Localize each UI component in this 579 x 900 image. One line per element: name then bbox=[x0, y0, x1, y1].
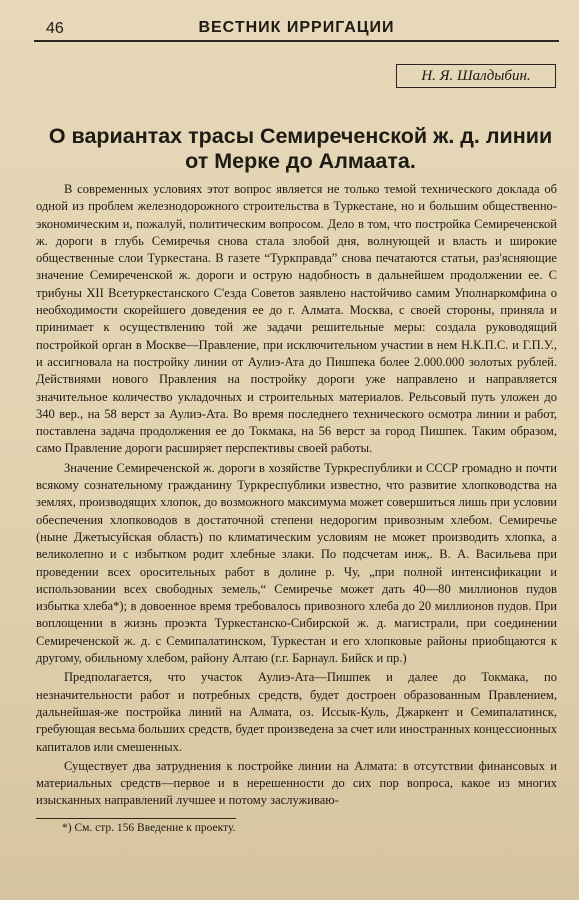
journal-title: ВЕСТНИК ИРРИГАЦИИ bbox=[198, 19, 395, 36]
page-number: 46 bbox=[46, 20, 64, 37]
paragraph: Значение Семиреченской ж. дороги в хозяйстве Туркреспублики и СССР громадно и почти всякому сознательному гражданину Туркреспублики известно, что развитие хлопководства на землях, производящих хлопок, до возможного максимума может совершиться лишь при условии обеспечения хлопководов в достаточной степени недорогим привозным хлебом. Семиречье (ныне Джетысуйская область) по климатическим условиям не может производить хлопка, а великолепно и с избытком родит хлебные злаки. По подсчетам инж,. В. А. Васильева при проведении всех оросительных работ в долине р. Чу, „при полной интенсификации и использовании всех свободных земель,“ Семиречье может дать 40—80 миллионов пудов избытка хлеба*); в довоенное время требовалось привозного хлеба до 20 миллионов пудов. При воплощении в жизнь проэкта Туркестанско-Сибирской ж. д. магистрали, при соединении Семиреченской ж. д. с Семипалатинском, Туркестан и его хлопковые районы приобщаются к другому, обильному хлебом, району Алтаю (г.г. Барнаул. Бийск и пр.) bbox=[36, 460, 557, 666]
footnote: *) См. стр. 156 Введение к проекту. bbox=[62, 822, 236, 834]
paragraph: Существует два затруднения к постройке линии на Алмата: в отсутствии финансовых и материальных средств—первое и в нерешенности до сих пор вопроса, какое из многих изысканных направлений лучшее и потому заслуживаю- bbox=[36, 758, 557, 808]
article-title bbox=[40, 124, 561, 174]
paragraph: В современных условиях этот вопрос является не только темой технического доклада об одной из проблем железнодорожного строительства в Туркестане, но и большим общественно-экономическим и, пожалуй, политическим вопросом. Дело в том, что постройка Семиреченской ж. дороги в глубь Семиречья снова стала злобой дня, волнующей и власть и широкие общественные слои Туркестана. В газете “Туркправда” снова печатаются статьи, раз'ясняющие значение Семиреченской ж. дороги и острую надобность в дальнейшем продолжении ее. С трибуны XII Всетуркестанского С'езда Советов заявлено настойчиво самим Уполнаркомфина о необходимости скорейшего доведения ее до г. Алмата. Москва, с своей стороны, приняла и принимает к осуществлению той же задачи решительные меры: создала руководящий постройкой орган в Москве—Правление, при исключительном участии в нем Н.К.П.С. и Г.П.У., и ассигновала на постройку линии от Аулиэ-Ата до Пишпека более 2.000.000 золотых рублей. Действиями нового Правления на постройку дороги уже направлено и направляется значительное количество укладочных и строительных материалов. Рельсовый путь уложен до 340 вер., на 58 верст за Аулиэ-Ата. Во время последнего технического осмотра линии и работ, поставлена задача продолжения ее до Токмака, на 56 верст за город Пишпек. Таким образом, само Правление дороги расширяет перспективы своей работы. bbox=[36, 182, 557, 456]
article-title-line-2: от Мерке до Алмаата. bbox=[185, 149, 416, 173]
article-title-line-1: О вариантах трасы Семиреченской ж. д. линии bbox=[48, 124, 553, 148]
paragraph: Предполагается, что участок Аулиэ-Ата—Пишпек и далее до Токмака, по незначительности работ и потребных средств, будет достроен образованным Правлением, дальнейшая-же постройка линий на Алмата, оз. Иссык-Куль, Джаркент и Семипалатинск, гребующая весьма больших средств, будет произведена за счет или иностранных концессионных капиталов или смешенных. bbox=[36, 670, 557, 754]
author-name: Н. Я. Шалдыбин. bbox=[396, 64, 556, 88]
article-body bbox=[36, 181, 557, 812]
footnote-divider bbox=[36, 818, 236, 819]
running-head bbox=[34, 18, 559, 42]
